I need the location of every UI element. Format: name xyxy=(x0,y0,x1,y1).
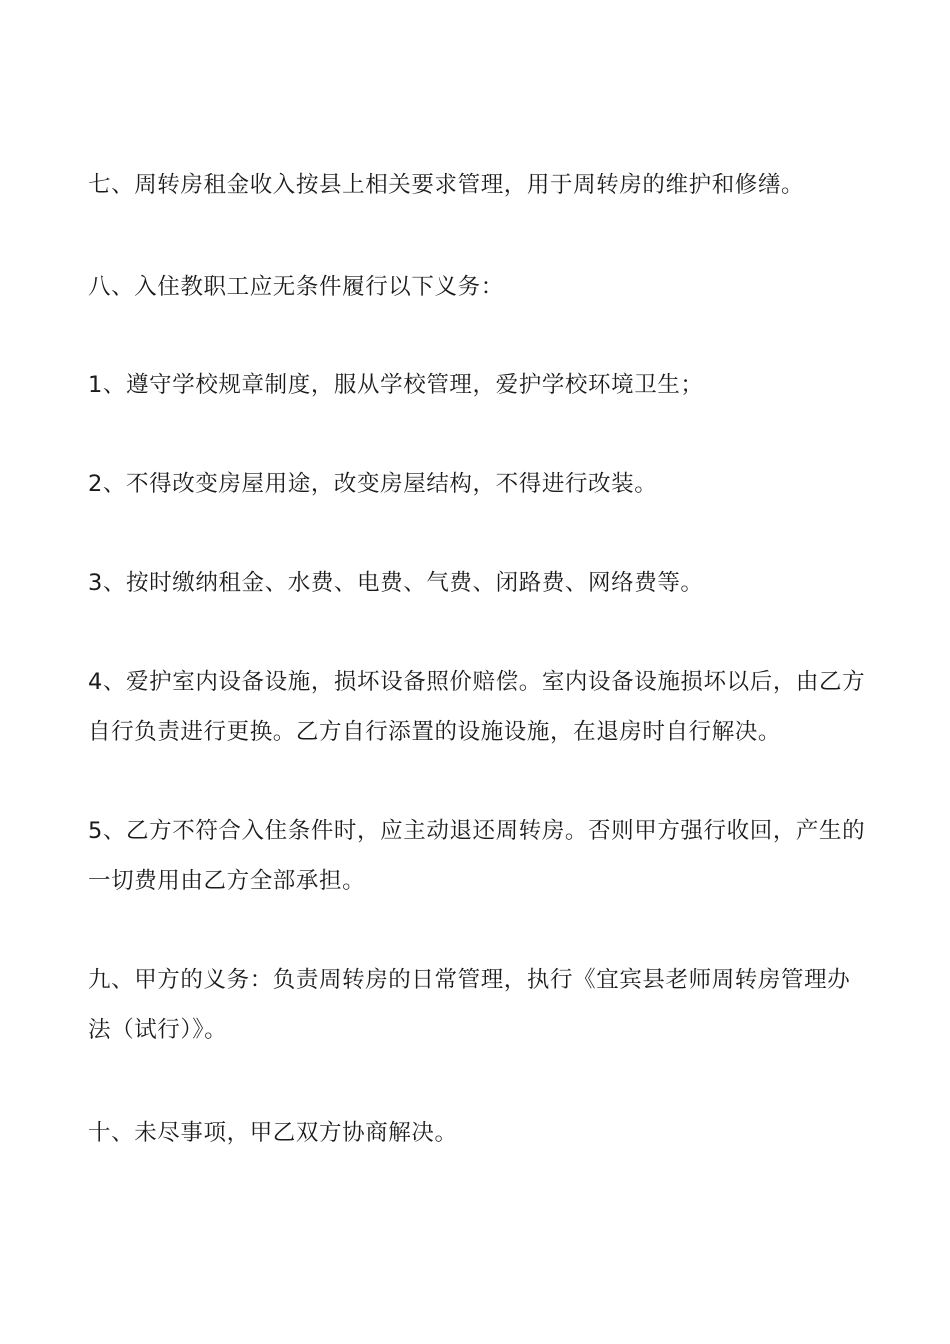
clause-10-unresolved-matters: 十、未尽事项，甲乙双方协商解决。 xyxy=(88,1120,458,1146)
obligation-2-no-alterations: 2、不得改变房屋用途，改变房屋结构，不得进行改装。 xyxy=(88,471,658,497)
obligation-1-school-rules: 1、遵守学校规章制度，服从学校管理，爱护学校环境卫生； xyxy=(88,372,704,398)
clause-8-obligations-heading: 八、入住教职工应无条件履行以下义务： xyxy=(88,274,504,300)
obligation-4-protect-equipment: 4、爱护室内设备设施，损坏设备照价赔偿。室内设备设施损坏以后，由乙方自行负责进行更换。乙方自行添置的设施设施，在退房时自行解决。 xyxy=(88,669,866,745)
obligation-3-pay-fees: 3、按时缴纳租金、水费、电费、气费、闭路费、网络费等。 xyxy=(88,570,704,596)
clause-9-party-a-duties: 九、甲方的义务：负责周转房的日常管理，执行《宜宾县老师周转房管理办法（试行）》。 xyxy=(88,967,851,1043)
clause-7-rent-income: 七、周转房租金收入按县上相关要求管理，用于周转房的维护和修缮。 xyxy=(88,172,805,198)
obligation-5-return-housing: 5、乙方不符合入住条件时，应主动退还周转房。否则甲方强行收回，产生的一切费用由乙方全部承担。 xyxy=(88,818,866,894)
